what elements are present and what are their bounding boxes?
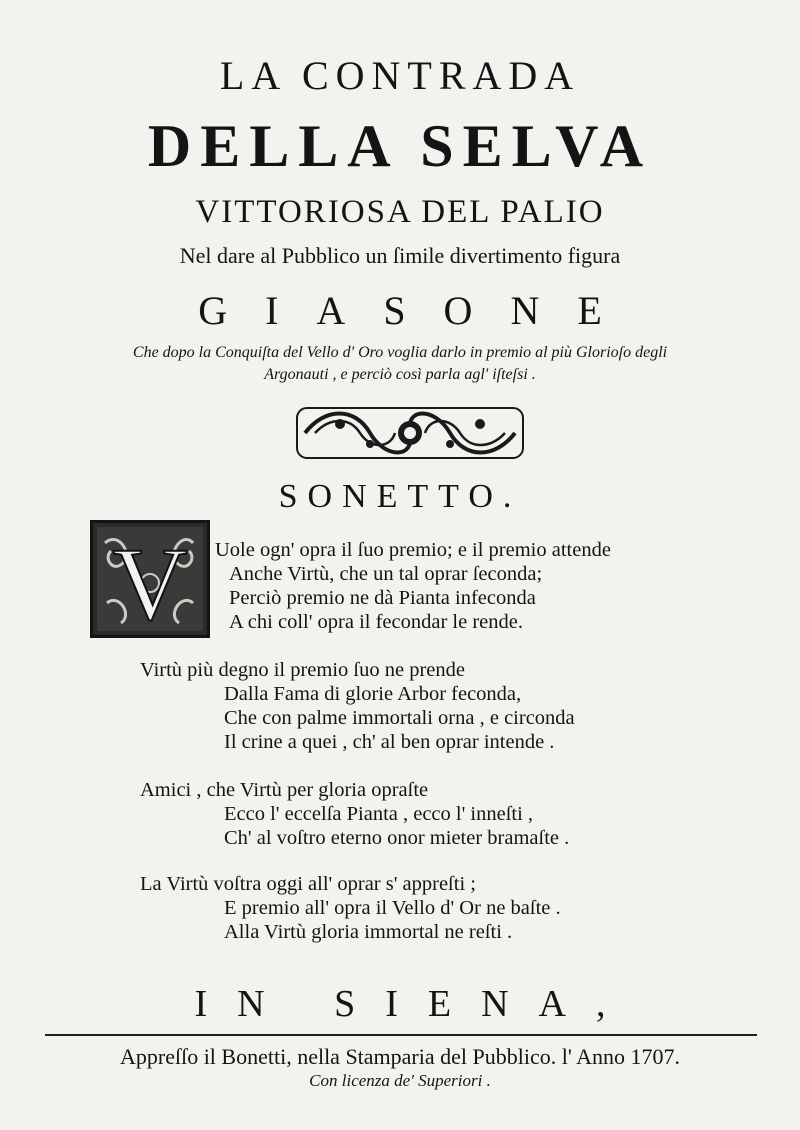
verse-line: Amici , che Virtù per gloria opraſte [140,779,429,801]
verse-line: Ch' al voſtro eterno onor mieter bramaſte . [224,827,570,849]
divider-rule [45,1034,757,1036]
subtitle-line-1: Che dopo la Conquiſta del Vello d' Oro voglia darlo in premio al più Glorioſo degli [132,344,668,361]
imprint-printer: Appreſſo il Bonetti, nella Stamparia del Pubblico. l' Anno 1707. [119,1044,680,1069]
stanza-1 [215,538,611,634]
ornament-vignette-icon [295,402,525,464]
verse-line: Dalla Fama di glorie Arbor feconda, [224,683,522,705]
verse-line: Che con palme immortali orna , e circonda [224,707,575,729]
subtitle-line-2: Argonauti , e perciò così parla agl' iſteſsi . [264,366,536,383]
verse-line: A chi coll' opra il fecondar le rende. [229,611,523,633]
verse-line: La Virtù voſtra oggi all' oprar s' appreſti ; [140,873,476,895]
title-giasone: GIASONE [198,288,640,333]
verse-line: Ecco l' eccelſa Pianta , ecco l' inneſti , [224,803,534,825]
verse-line: Uole ogn' opra il ſuo premio; e il premio attende [215,539,611,561]
stanza-2 [140,658,575,754]
verse-line: Virtù più degno il premio ſuo ne prende [140,659,465,681]
stanza-4 [140,872,561,944]
verse-line: E premio all' opra il Vello d' Or ne baſte . [224,897,561,919]
verse-line: Il crine a quei , ch' al ben oprar intende . [224,731,555,753]
sonnet-heading: SONETTO. [278,478,522,515]
decorated-initial [90,520,210,638]
imprint-place: IN SIENA, [194,983,636,1025]
verse-line: Perciò premio ne dà Pianta infeconda [229,587,536,609]
verse-line: Anche Virtù, che un tal oprar ſeconda; [229,563,543,585]
title-line-4: Nel dare al Pubblico un ſimile divertimento figura [179,243,621,268]
title-line-2: DELLA SELVA [147,113,653,179]
initial-letter: V [112,527,188,635]
stanza-3 [140,778,569,850]
imprint-licence: Con licenza de' Superiori . [309,1071,491,1090]
subtitle [0,342,800,386]
title-line-3: VITTORIOSA DEL PALIO [195,194,605,230]
verse-line: Alla Virtù gloria immortal ne reſti . [224,921,513,943]
title-line-1: LA CONTRADA [219,53,581,98]
decorated-initial-v-icon [93,523,207,635]
